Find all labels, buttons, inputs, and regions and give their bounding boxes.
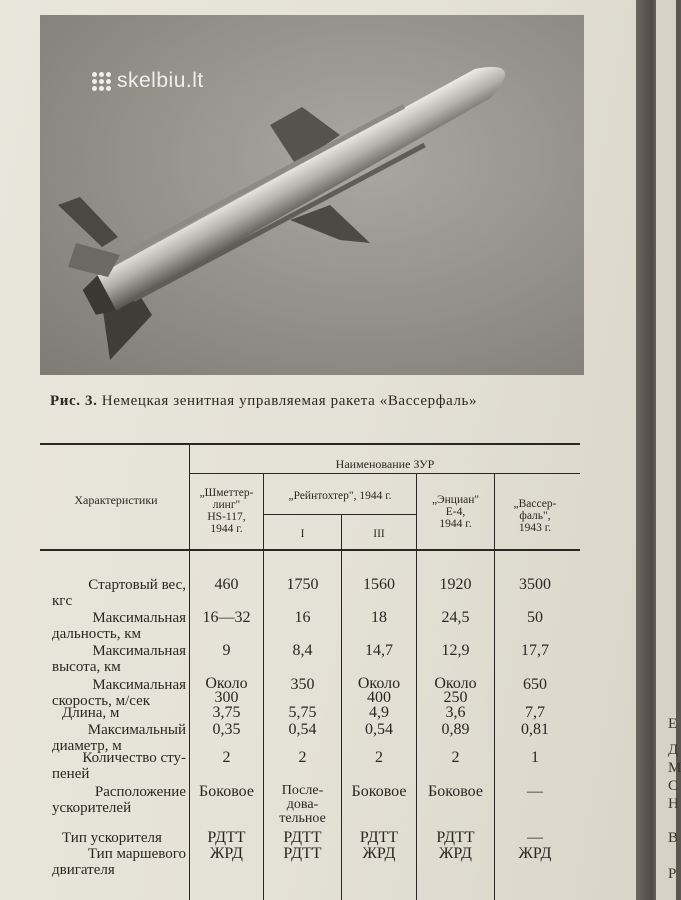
next-page-letter: Е [668,716,678,732]
table-cell: РДТТ [359,829,399,846]
subcol-rule [264,514,416,515]
table-cell: 4,9 [369,704,389,721]
table-cell: 2 [451,749,460,766]
row-label: Тип ускорителя [62,830,162,846]
table-cell: РДТТ [283,845,322,862]
table-cell: 2 [375,749,383,766]
subcol-header: I [300,528,305,540]
watermark [92,69,204,93]
table-cell: 50 [527,609,543,626]
table-cell: 18 [371,609,387,626]
table-cell: 1750 [286,576,319,593]
next-page-letter: Д [668,742,679,758]
table-cell: 16—32 [202,609,251,626]
next-page-edge [656,0,681,900]
table-cell: РДТТ [207,829,246,846]
table-header-rule [40,549,580,551]
table-cell: ЖРД [518,845,552,862]
row-label: Максимальная скорость, м/сек [52,677,186,709]
table-cell: Боковое [428,783,483,800]
table-cell: 24,5 [441,609,470,626]
table-cell: 17,7 [521,642,549,659]
table-cell: 1 [531,749,539,766]
table-cell: 8,4 [292,642,313,659]
missile-photo [40,15,584,375]
missile-header: „Энциан" Е-4, 1944 г. [431,494,480,530]
row-label: Максимальная дальность, км [52,610,186,642]
col-header-characteristics: Характеристики [74,493,158,507]
table-cell: 0,54 [288,721,317,738]
table-cell: Около 400 [357,675,401,706]
row-label: Количество сту- пеней [52,750,186,782]
table-cell: 14,7 [365,642,393,659]
table-cell: — [527,783,543,800]
table-cell: ЖРД [210,845,243,862]
group-header: Наименование ЗУР [335,457,435,471]
table-cell: — [527,829,543,846]
missile-header: „Вассер- фаль", 1943 г. [513,498,557,534]
table-cell: 0,89 [441,721,470,738]
table-cell: РДТТ [436,829,475,846]
table-cell: 9 [222,642,231,659]
caption-prefix: Рис. 3. [50,393,98,409]
row-label: Максимальный диаметр, м [52,722,186,754]
missile-header: „Шметтер- линг" HS-117, 1944 г. [199,487,254,535]
group-header-rule [190,473,580,474]
table-cell: 0,54 [365,721,393,738]
table-top-rule [40,443,580,445]
row-label: Стартовый вес, кгс [52,577,186,609]
watermark-logo-icon [92,72,111,91]
row-label: Расположение ускорителей [52,784,186,816]
table-cell: ЖРД [439,845,472,862]
row-label: Тип маршевого двигателя [52,846,186,878]
figure-caption [50,393,610,410]
row-label: Длина, м [62,705,120,721]
table-cell: Около 300 [205,675,248,706]
table-cell: 350 [290,676,315,693]
table-cell: Боковое [351,783,407,800]
missile-header: „Рейнтохтер", 1944 г. [288,490,392,502]
subcol-header: III [373,528,385,540]
table-cell: 7,7 [525,704,545,721]
table-cell: 460 [214,576,239,593]
table-cell: 2 [298,749,307,766]
next-page-letter: Н [668,796,679,812]
table-cell: 3,75 [212,704,241,721]
table-cell: Боковое [199,783,254,800]
next-page-letter: В [668,830,679,846]
table-cell: РДТТ [283,829,322,846]
table-cell: ЖРД [362,845,396,862]
table-cell: 0,35 [212,721,241,738]
next-page-letter: М [668,760,681,776]
row-label: Максимальная высота, км [52,643,186,675]
table-cell: Около 250 [434,675,477,706]
next-page-letter: С [668,778,679,794]
table-cell: 0,81 [521,721,549,738]
table-cell: После- дова- тельное [279,783,326,826]
table-cell: 3500 [519,576,551,593]
next-page-letter: Р [668,866,677,882]
table-cell: 12,9 [441,642,470,659]
table-cell: 2 [222,749,231,766]
table-cell: 5,75 [288,704,317,721]
table-cell: 3,6 [445,704,466,721]
table-cell: 1560 [363,576,395,593]
table-cell: 1920 [439,576,472,593]
table-cell: 16 [294,609,311,626]
caption-text: Немецкая зенитная управляемая ракета «Вассерфаль» [101,393,478,409]
table-cell: 650 [523,676,547,693]
watermark-text: skelbiu.lt [117,69,204,92]
